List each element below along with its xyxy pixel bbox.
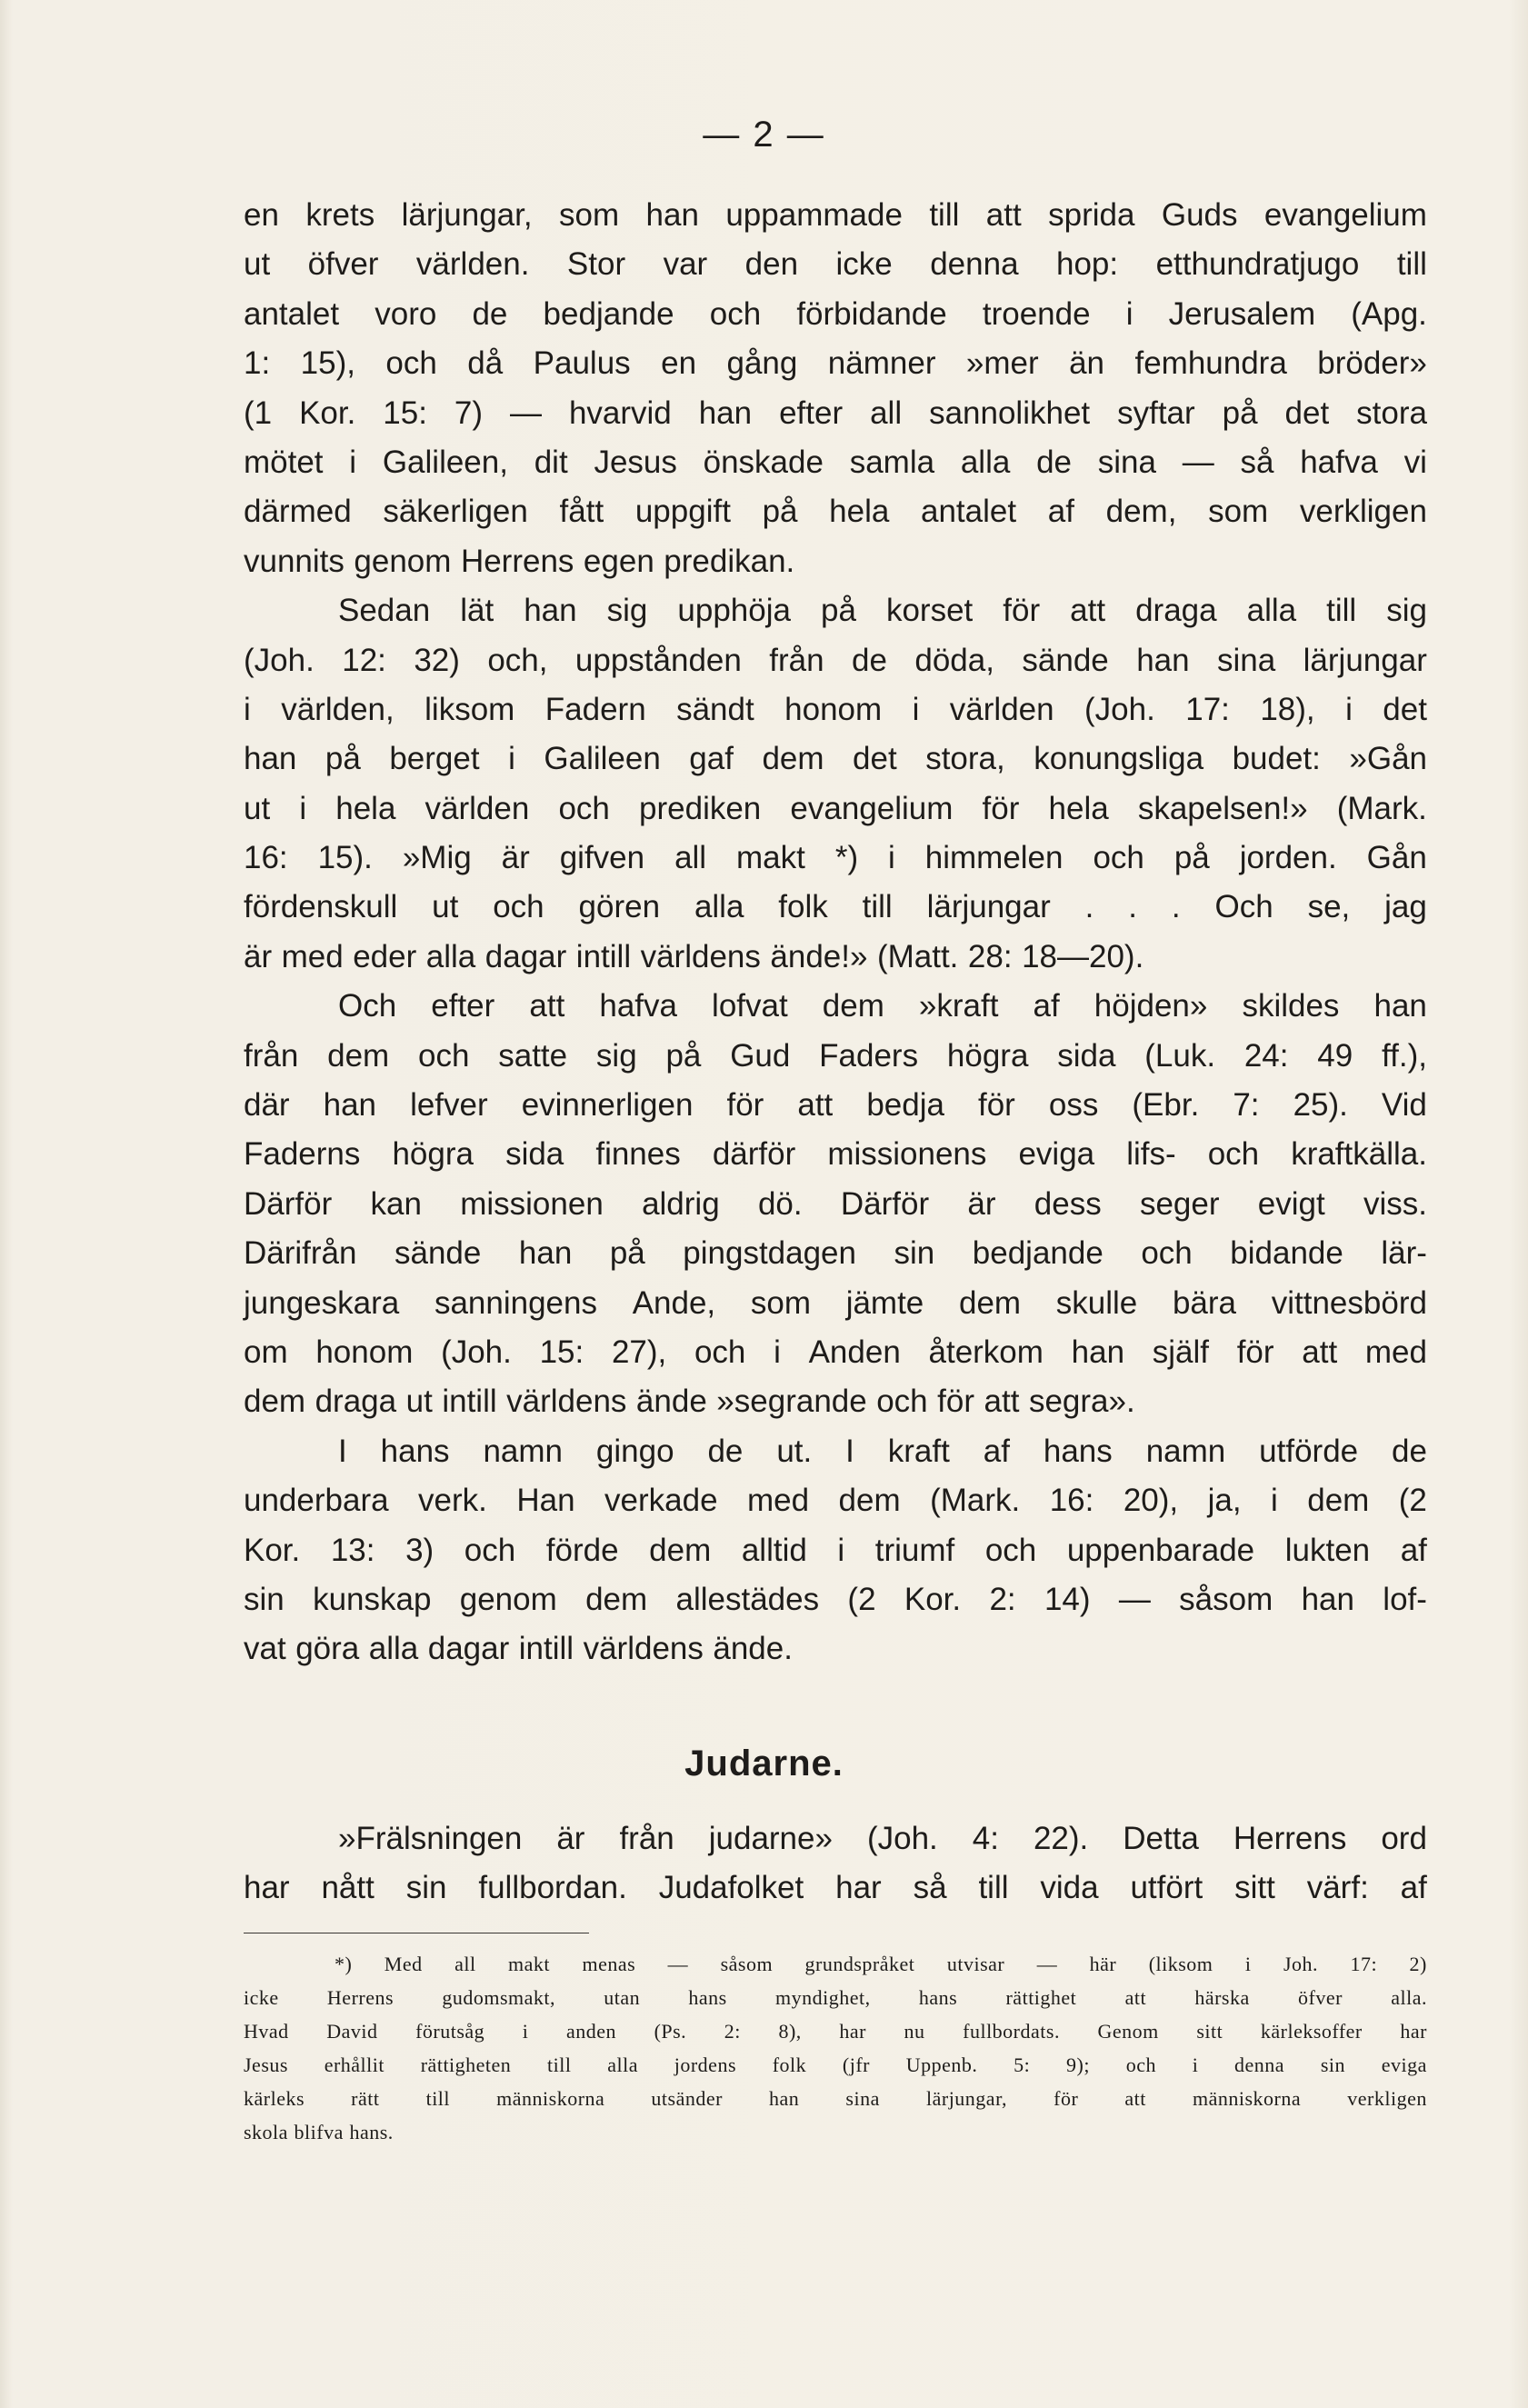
body-text-section-2 [244, 1814, 1427, 1913]
text-line: Kor. 13: 3) och förde dem alltid i triumf och uppenbarade lukten af [244, 1532, 1427, 1568]
body-text [244, 191, 1427, 1674]
text-line: jungeskara sanningens Ande, som jämte dem skulle bära vittnesbörd [244, 1284, 1427, 1321]
text-line: om honom (Joh. 15: 27), och i Anden återkom han själf för att med [244, 1334, 1427, 1370]
text-line: därmed säkerligen fått uppgift på hela antalet af dem, som verkligen [244, 494, 1427, 530]
text-line: där han lefver evinnerligen för att bedja för oss (Ebr. 7: 25). Vid [244, 1087, 1427, 1124]
text-line: han på berget i Galileen gaf dem det stora, konungsliga budet: »Gån [244, 741, 1427, 777]
text-line: (1 Kor. 15: 7) — hvarvid han efter all sannolikhet syftar på det stora [244, 395, 1427, 431]
page-number: — 2 — [703, 115, 825, 155]
text-line: Faderns högra sida finnes därför missionens eviga lifs- och kraftkälla. [244, 1136, 1427, 1173]
text-line: fördenskull ut och gören alla folk till lärjungar . . . Och se, jag [244, 889, 1427, 925]
text-line: Sedan lät han sig upphöja på korset för att draga alla till sig [338, 593, 1427, 629]
text-line: från dem och satte sig på Gud Faders högra sida (Luk. 24: 49 ff.), [244, 1037, 1427, 1074]
text-line: är med eder alla dagar intill världens ände!» (Matt. 28: 18—20). [244, 938, 1144, 974]
text-line: antalet voro de bedjande och förbidande troende i Jerusalem (Apg. [244, 295, 1427, 332]
text-line: Därför kan missionen aldrig dö. Därför är dess seger evigt viss. [244, 1185, 1427, 1222]
text-line: I hans namn gingo de ut. I kraft af hans namn utförde de [338, 1433, 1427, 1469]
text-line: »Frälsningen är från judarne» (Joh. 4: 22). Detta Herrens ord [338, 1821, 1427, 1856]
text-line: mötet i Galileen, dit Jesus önskade samla alla de sina — så hafva vi [244, 444, 1427, 480]
text-line: underbara verk. Han verkade med dem (Mark. 16: 20), ja, i dem (2 [244, 1483, 1427, 1519]
footnote [244, 1947, 1427, 2149]
text-line: 16: 15). »Mig är gifven all makt *) i himmelen och på jorden. Gån [244, 840, 1427, 876]
footnote-line: *) Med all makt menas — såsom grundspråket utvisar — här (liksom i Joh. 17: 2) [335, 1953, 1427, 1975]
section-heading: Judarne. [684, 1744, 844, 1784]
text-line: i världen, liksom Fadern sändt honom i världen (Joh. 17: 18), i det [244, 691, 1427, 727]
text-line: (Joh. 12: 32) och, uppstånden från de döda, sände han sina lärjungar [244, 642, 1427, 678]
footnote-line: skola blifva hans. [244, 2121, 394, 2143]
text-line: vat göra alla dagar intill världens ände. [244, 1631, 793, 1667]
text-line: dem draga ut intill världens ände »segrande och för att segra». [244, 1384, 1135, 1420]
footnote-line: kärleks rätt till människorna utsänder han sina lärjungar, för att människorna verkligen [244, 2087, 1427, 2110]
text-line: har nått sin fullbordan. Judafolket har så till vida utfört sitt värf: af [244, 1870, 1427, 1906]
text-line: en krets lärjungar, som han uppammade till att sprida Guds evangelium [244, 197, 1427, 233]
text-line: 1: 15), och då Paulus en gång nämner »mer än femhundra bröder» [244, 345, 1427, 382]
text-line: sin kunskap genom dem allestädes (2 Kor. 2: 14) — såsom han lof- [244, 1581, 1427, 1617]
text-line: ut öfver världen. Stor var den icke denna hop: etthundratjugo till [244, 246, 1427, 283]
footnote-line: icke Herrens gudomsmakt, utan hans myndighet, hans rättighet att härska öfver alla. [244, 1986, 1427, 2009]
footnote-line: Jesus erhållit rättigheten till alla jordens folk (jfr Uppenb. 5: 9); och i denna sin eviga [244, 2053, 1427, 2076]
text-line: ut i hela världen och prediken evangelium för hela skapelsen!» (Mark. [244, 790, 1427, 826]
text-line: vunnits genom Herrens egen predikan. [244, 543, 795, 579]
text-line: Därifrån sände han på pingstdagen sin bedjande och bidande lär- [244, 1235, 1427, 1272]
text-line: Och efter att hafva lofvat dem »kraft af höjden» skildes han [338, 988, 1427, 1024]
footnote-line: Hvad David förutsåg i anden (Ps. 2: 8), har nu fullbordats. Genom sitt kärleksoffer har [244, 2020, 1427, 2043]
